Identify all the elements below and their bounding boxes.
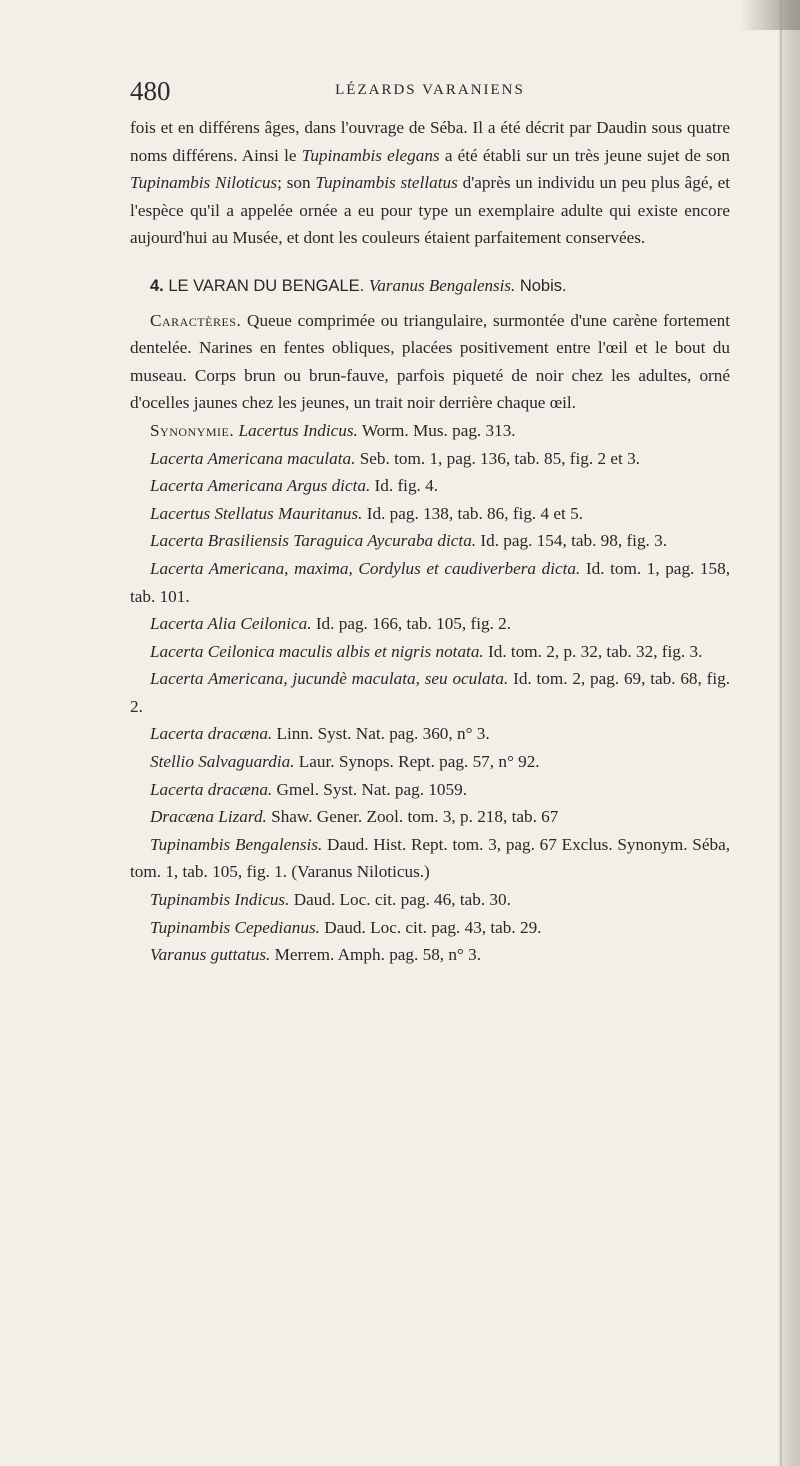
synonym-name: Tupinambis Bengalensis. <box>150 834 323 854</box>
synonym-reference: Laur. Synops. Rept. pag. 57, n° 92. <box>294 752 540 772</box>
intro-italic-2: Tupinambis Niloticus <box>130 173 278 193</box>
characters-paragraph <box>130 307 730 417</box>
corner-shadow <box>740 0 800 30</box>
synonym-reference: Id. fig. 4. <box>370 476 439 496</box>
synonymy-entry <box>130 665 730 720</box>
synonymy-entry <box>130 638 730 666</box>
synonym-reference: Gmel. Syst. Nat. pag. 1059. <box>272 779 467 799</box>
synonym-name: Lacerta dracæna. <box>150 779 273 799</box>
synonymy-entry <box>130 803 730 831</box>
synonym-name: Dracæna Lizard. <box>150 807 267 827</box>
synonym-name: Lacerta dracæna. <box>150 724 273 744</box>
page-header <box>130 76 730 108</box>
synonymy-entry <box>130 527 730 555</box>
synonymy-entry <box>130 500 730 528</box>
running-title: LÉZARDS VARANIENS <box>335 82 525 98</box>
synonym-name: Tupinambis Indicus. <box>150 890 290 910</box>
section-title: LE VARAN DU BENGALE. <box>163 276 369 295</box>
synonym-reference: Daud. Loc. cit. pag. 43, tab. 29. <box>319 917 542 937</box>
synonymy-entry <box>130 776 730 804</box>
characters-label: Caractères. <box>150 310 242 330</box>
section-latin-name: Varanus Bengalensis. <box>368 275 516 295</box>
synonym-reference: Daud. Loc. cit. pag. 46, tab. 30. <box>289 890 511 910</box>
synonym-reference: Shaw. Gener. Zool. tom. 3, p. 218, tab. 67 <box>266 807 559 827</box>
synonymy-entry <box>130 417 730 445</box>
page-number: 480 <box>130 76 171 106</box>
synonym-reference: Id. pag. 154, tab. 98, fig. 3. <box>476 531 668 551</box>
intro-text-3: ; son <box>277 173 316 193</box>
intro-text-2: a été établi sur un très jeune sujet de son <box>439 145 731 165</box>
synonym-name: Varanus guttatus. <box>150 945 271 965</box>
synonym-name: Lacerta Alia Ceilonica. <box>150 614 312 634</box>
synonymy-entry <box>130 610 730 638</box>
synonym-reference: Worm. Mus. pag. 313. <box>357 420 516 440</box>
page-edge-line <box>780 0 782 1466</box>
section-heading <box>130 272 730 301</box>
synonymy-entry <box>130 748 730 776</box>
synonymy-entry <box>130 831 730 886</box>
synonymy-label: Synonymie. <box>150 420 235 440</box>
synonym-reference: Id. tom. 2, pag. 69, tab. 68, fig. 2. <box>130 669 730 716</box>
synonym-reference: Id. pag. 138, tab. 86, fig. 4 et 5. <box>362 503 584 523</box>
synonym-name: Lacerta Americana Argus dicta. <box>150 476 371 496</box>
synonym-reference: Seb. tom. 1, pag. 136, tab. 85, fig. 2 et 3. <box>355 448 640 468</box>
synonymy-entry <box>130 941 730 969</box>
synonym-name: Lacerta Americana, maxima, Cordylus et caudiverbera dicta. <box>150 558 581 578</box>
synonym-reference: Id. pag. 166, tab. 105, fig. 2. <box>311 614 512 634</box>
synonym-reference: Id. tom. 1, pag. 158, tab. 101. <box>130 558 731 606</box>
intro-text-4: d'après un individu un peu plus âgé, et l'espèce qu'il a appelée ornée a eu pour type un exemplaire adulte qui existe encore aujourd'hui au Musée, et dont les couleurs étaient parfaitement conservées. <box>130 173 730 248</box>
synonym-name: Lacertus Stellatus Mauritanus. <box>150 503 363 523</box>
synonym-reference: Id. tom. 2, p. 32, tab. 32, fig. 3. <box>483 641 703 661</box>
characters-text: Queue comprimée ou triangulaire, surmontée d'une carène fortement dentelée. Narines en fentes obliques, placées positivement entre l'œil et le bout du museau. Corps brun ou brun-fauve, parfois piqueté de noir chez les adultes, orné d'ocelles jaunes chez les jeunes, un trait noir derrière chaque œil. <box>130 310 730 413</box>
synonym-reference: Merrem. Amph. pag. 58, n° 3. <box>270 945 482 965</box>
intro-italic-1: Tupinambis elegans <box>301 145 440 165</box>
synonym-name: Lacerta Americana maculata. <box>150 448 356 468</box>
synonymy-entry <box>130 472 730 500</box>
synonymy-entry <box>130 445 730 473</box>
synonymy-entry <box>130 555 730 610</box>
intro-italic-3: Tupinambis stellatus <box>315 173 458 193</box>
synonym-name: Tupinambis Cepedianus. <box>150 917 320 937</box>
synonym-name: Lacertus Indicus. <box>238 420 358 440</box>
synonym-name: Lacerta Ceilonica maculis albis et nigris notata. <box>150 641 484 661</box>
intro-paragraph <box>130 114 730 252</box>
synonym-name: Lacerta Brasiliensis Taraguica Aycuraba dicta. <box>150 531 477 551</box>
synonymy-entry <box>130 720 730 748</box>
synonym-reference: Daud. Hist. Rept. tom. 3, pag. 67 Exclus. Synonym. Séba, tom. 1, tab. 105, fig. 1. (Varanus Niloticus.) <box>130 834 730 882</box>
text-block <box>130 114 730 969</box>
synonym-reference: Linn. Syst. Nat. pag. 360, n° 3. <box>272 724 490 744</box>
synonymy-entry <box>130 914 730 942</box>
intro-text-1: fois et en différens âges, dans l'ouvrage de Séba. Il a été décrit par Daudin sous quatre noms différens. Ainsi le <box>130 118 730 165</box>
section-author: Nobis. <box>515 276 567 295</box>
synonym-name: Lacerta Americana, jucundè maculata, seu oculata. <box>150 669 509 689</box>
synonym-name: Stellio Salvaguardia. <box>150 752 295 772</box>
section-number: 4. <box>150 276 164 295</box>
synonymy-entry <box>130 886 730 914</box>
